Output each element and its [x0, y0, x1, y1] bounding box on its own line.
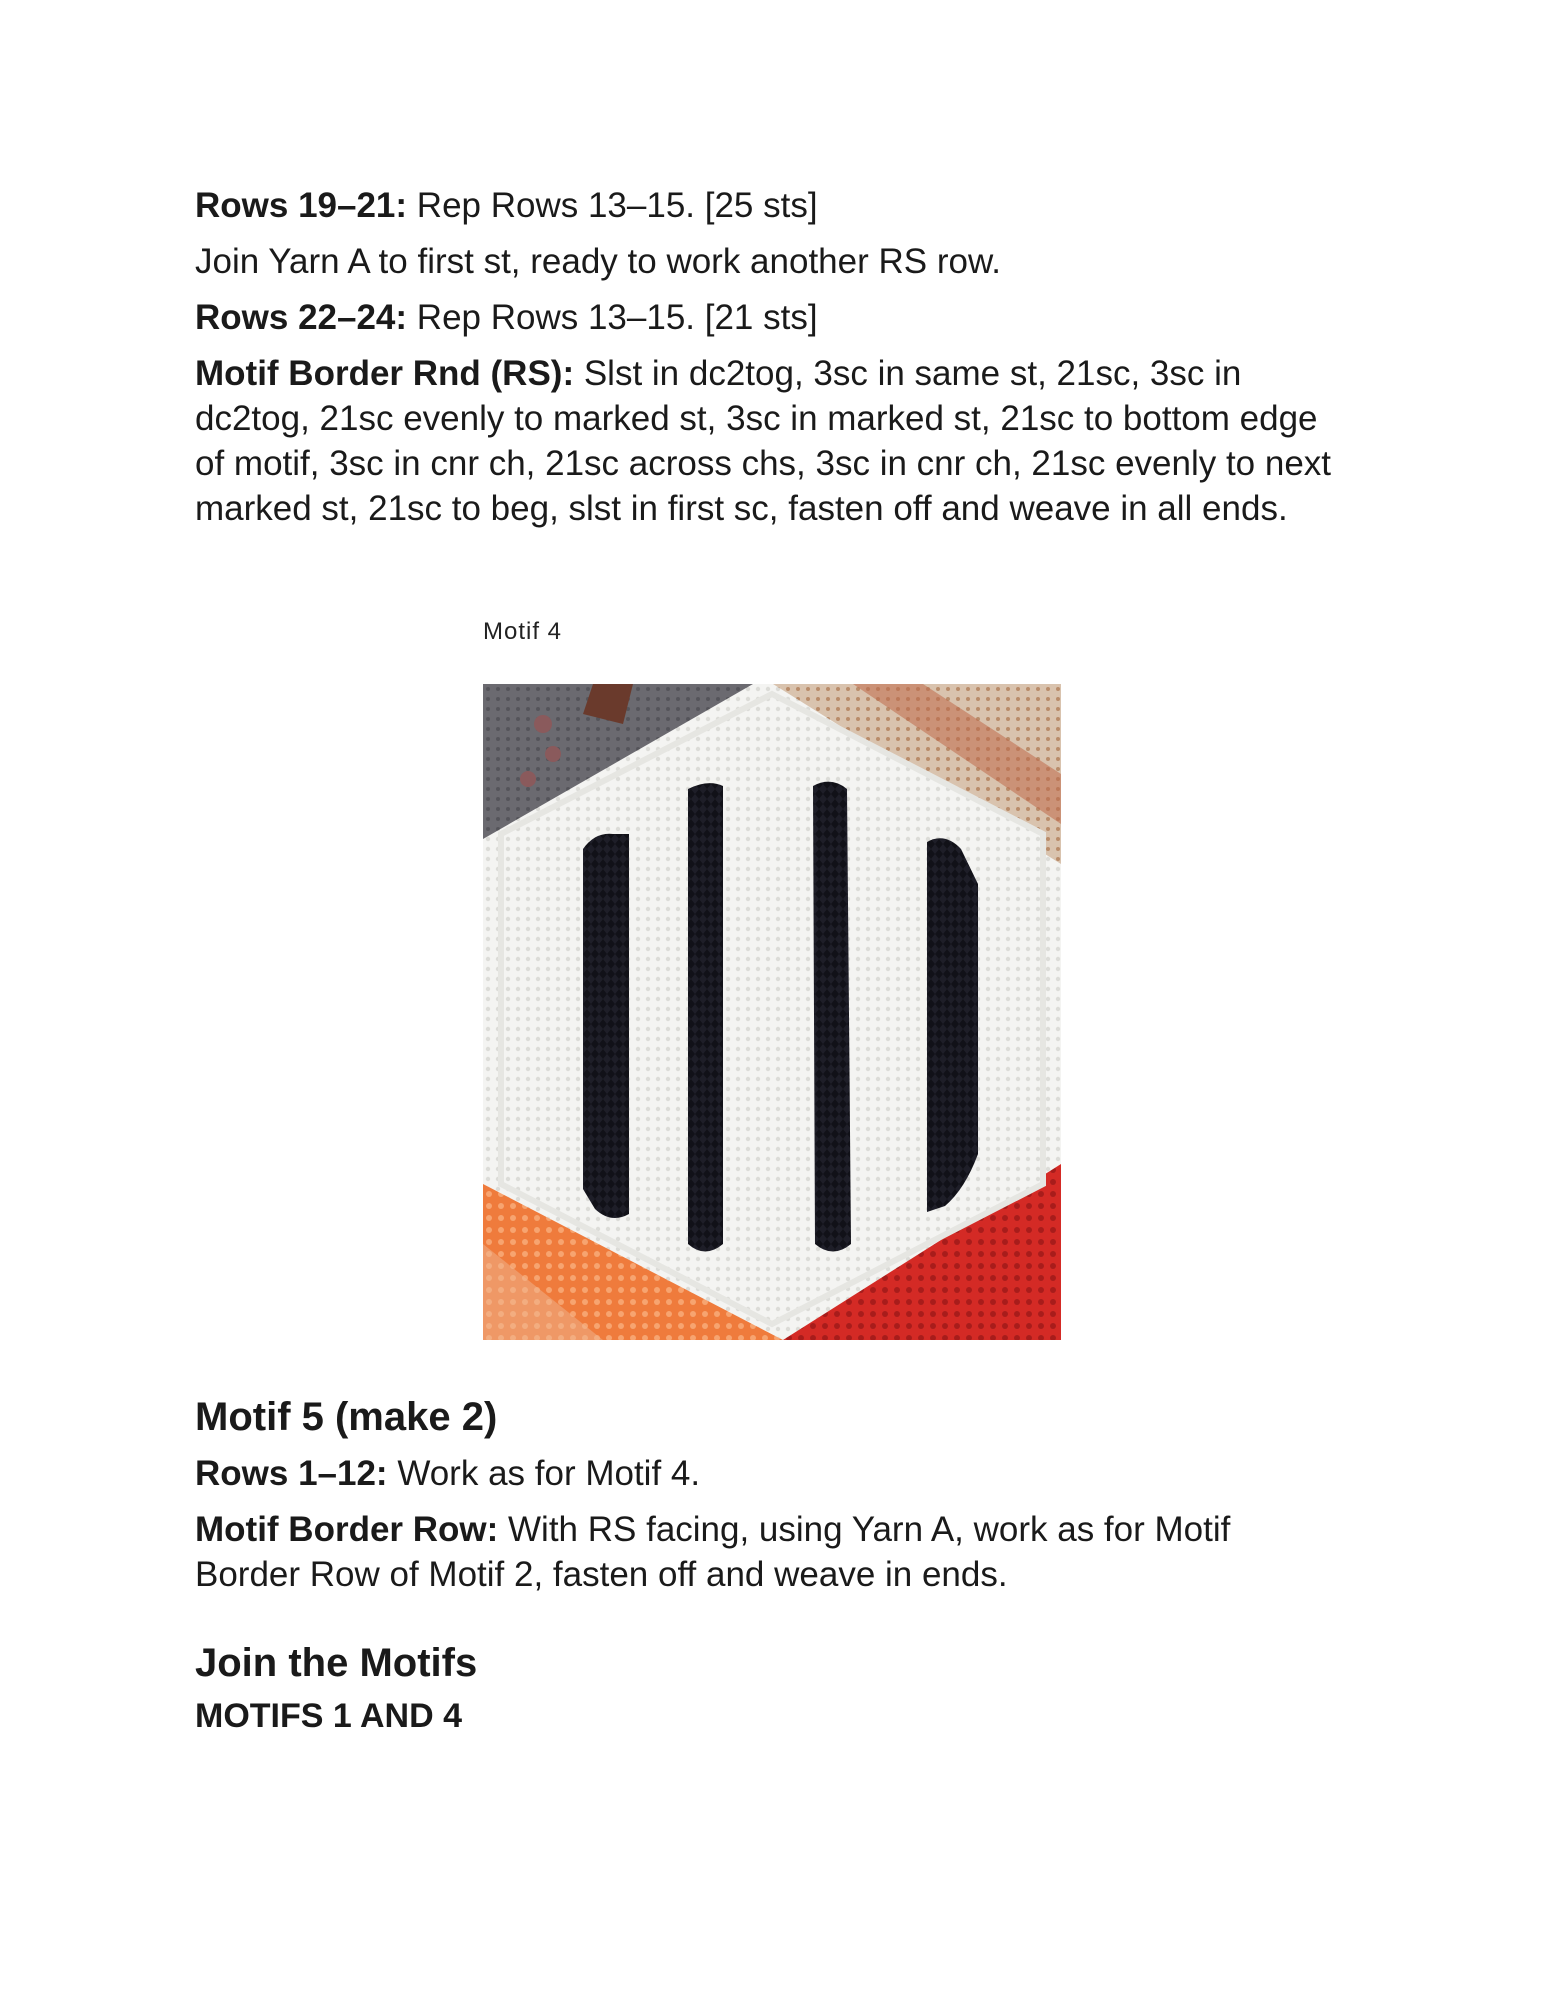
- rows-19-21-instruction: Rows 19–21: Rep Rows 13–15. [25 sts]: [195, 186, 818, 225]
- join-motifs-heading: Join the Motifs: [195, 1641, 478, 1685]
- motif-4-photo: [483, 684, 1061, 1340]
- photo-caption: Motif 4: [483, 618, 563, 645]
- motif-border-rnd-instruction: Motif Border Rnd (RS): Slst in dc2tog, 3sc in same st, 21sc, 3sc in dc2tog, 21sc evenly to marked st, 3sc in marked st, 21sc to bottom edge of motif, 3sc in cnr ch, 21sc across chs, 3sc in cnr ch, 21sc evenly to next marked st, 21sc to beg, slst in first sc, fasten off and weave in all ends.: [195, 354, 1332, 528]
- motifs-1-and-4-subheading: MOTIFS 1 AND 4: [195, 1697, 462, 1735]
- motif-5-heading: Motif 5 (make 2): [195, 1395, 498, 1439]
- rows-1-12-instruction: Rows 1–12: Work as for Motif 4.: [195, 1454, 701, 1493]
- motif-border-row-instruction: Motif Border Row: With RS facing, using Yarn A, work as for Motif Border Row of Motif 2, fasten off and weave in ends.: [195, 1510, 1231, 1594]
- join-yarn-instruction: Join Yarn A to first st, ready to work another RS row.: [195, 242, 1002, 281]
- rows-22-24-instruction: Rows 22–24: Rep Rows 13–15. [21 sts]: [195, 298, 818, 337]
